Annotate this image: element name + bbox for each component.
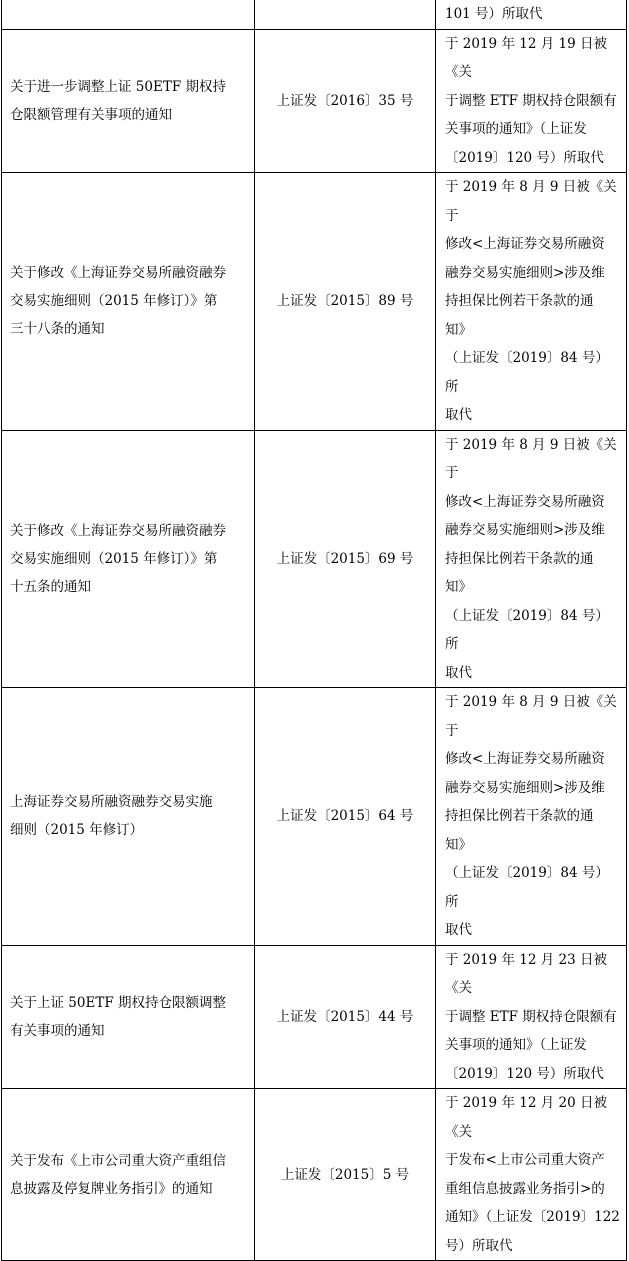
status-line: 于发布<上市公司重大资产 <box>445 1152 605 1168</box>
title-line: 细则（2015 年修订） <box>10 822 144 839</box>
table-row <box>2 1089 627 1261</box>
title-line: 息披露及停复牌业务指引》的通知 <box>10 1180 213 1197</box>
doc-number-cell <box>255 0 436 29</box>
doc-number-cell: 上证发〔2015〕44 号 <box>255 945 436 1089</box>
notice-title-cell <box>2 430 255 688</box>
status-line: （上证发〔2019〕84 号）所 <box>445 350 609 395</box>
status-cell <box>436 688 627 946</box>
status-cell <box>436 0 627 29</box>
abolished-notices-table <box>1 0 627 1261</box>
status-line: 于 2019 年 8 月 9 日被《关于 <box>445 179 617 224</box>
status-line: 号）所取代 <box>445 1237 513 1254</box>
status-line: 于调整 ETF 期权持仓限额有 <box>445 1008 617 1025</box>
status-cell <box>436 1089 627 1261</box>
notice-title-cell <box>2 0 255 29</box>
status-line: 关事项的通知》（上证发 <box>445 121 587 137</box>
status-line: 〔2019〕120 号）所取代 <box>445 149 604 166</box>
status-line: 取代 <box>445 922 472 938</box>
notice-title-cell <box>2 29 255 173</box>
table-row <box>2 29 627 173</box>
status-line: 101 号）所取代 <box>445 6 543 22</box>
notice-title-cell <box>2 945 255 1089</box>
status-line: 取代 <box>445 407 472 423</box>
notice-title-cell <box>2 1089 255 1261</box>
status-line: 于 2019 年 8 月 9 日被《关于 <box>445 436 617 481</box>
title-line: 三十八条的通知 <box>10 321 105 338</box>
status-line: 通知》（上证发〔2019〕122 <box>445 1209 620 1225</box>
title-line: 关于发布《上市公司重大资产重组信 <box>10 1152 226 1169</box>
title-line: 关于修改《上海证券交易所融资融券 <box>10 265 226 282</box>
status-line: 知》 <box>445 579 472 595</box>
status-line: 于 2019 年 12 月 19 日被《关 <box>445 35 607 80</box>
status-line: 融券交易实施细则>涉及维 <box>445 779 605 796</box>
doc-number-cell: 上证发〔2015〕5 号 <box>255 1089 436 1261</box>
status-line: （上证发〔2019〕84 号）所 <box>445 865 609 910</box>
notice-title-cell <box>2 173 255 431</box>
title-line: 交易实施细则（2015 年修订）》第 <box>10 293 218 310</box>
table-row <box>2 430 627 688</box>
title-line: 有关事项的通知 <box>10 1022 105 1039</box>
doc-number-cell: 上证发〔2015〕69 号 <box>255 430 436 688</box>
status-cell <box>436 173 627 431</box>
status-line: 修改<上海证券交易所融资 <box>445 493 605 510</box>
status-line: 于 2019 年 12 月 23 日被《关 <box>445 951 607 996</box>
title-line: 关于进一步调整上证 50ETF 期权持 <box>10 78 226 95</box>
status-line: 融券交易实施细则>涉及维 <box>445 522 605 538</box>
status-line: 知》 <box>445 836 472 853</box>
status-cell <box>436 29 627 173</box>
status-line: 〔2019〕120 号）所取代 <box>445 1065 604 1082</box>
doc-number-cell: 上证发〔2015〕89 号 <box>255 173 436 431</box>
title-line: 交易实施细则（2015 年修订）》第 <box>10 550 218 567</box>
title-line: 关于修改《上海证券交易所融资融券 <box>10 522 226 539</box>
status-line: （上证发〔2019〕84 号）所 <box>445 607 609 652</box>
status-cell <box>436 430 627 688</box>
status-cell <box>436 945 627 1089</box>
table-row <box>2 173 627 431</box>
notice-title-cell <box>2 688 255 946</box>
status-line: 于 2019 年 12 月 20 日被《关 <box>445 1095 607 1140</box>
table-row <box>2 0 627 29</box>
title-line: 上海证券交易所融资融券交易实施 <box>10 794 213 811</box>
title-line: 仓限额管理有关事项的通知 <box>10 106 172 123</box>
status-line: 持担保比例若干条款的通 <box>445 550 594 567</box>
status-line: 取代 <box>445 664 472 681</box>
table-body <box>2 0 627 1261</box>
table-row <box>2 945 627 1089</box>
status-line: 于调整 ETF 期权持仓限额有 <box>445 92 617 109</box>
status-line: 关事项的通知》（上证发 <box>445 1037 587 1053</box>
status-line: 知》 <box>445 321 472 338</box>
table-row <box>2 688 627 946</box>
title-line: 十五条的通知 <box>10 578 91 595</box>
status-line: 持担保比例若干条款的通 <box>445 293 594 309</box>
status-line: 融券交易实施细则>涉及维 <box>445 264 605 281</box>
status-line: 修改<上海证券交易所融资 <box>445 236 605 252</box>
doc-number-cell: 上证发〔2016〕35 号 <box>255 29 436 173</box>
doc-number-cell: 上证发〔2015〕64 号 <box>255 688 436 946</box>
title-line: 关于上证 50ETF 期权持仓限额调整 <box>10 994 226 1011</box>
status-line: 修改<上海证券交易所融资 <box>445 751 605 767</box>
status-line: 持担保比例若干条款的通 <box>445 808 594 824</box>
status-line: 于 2019 年 8 月 9 日被《关于 <box>445 694 617 739</box>
status-line: 重组信息披露业务指引>的 <box>445 1180 605 1197</box>
